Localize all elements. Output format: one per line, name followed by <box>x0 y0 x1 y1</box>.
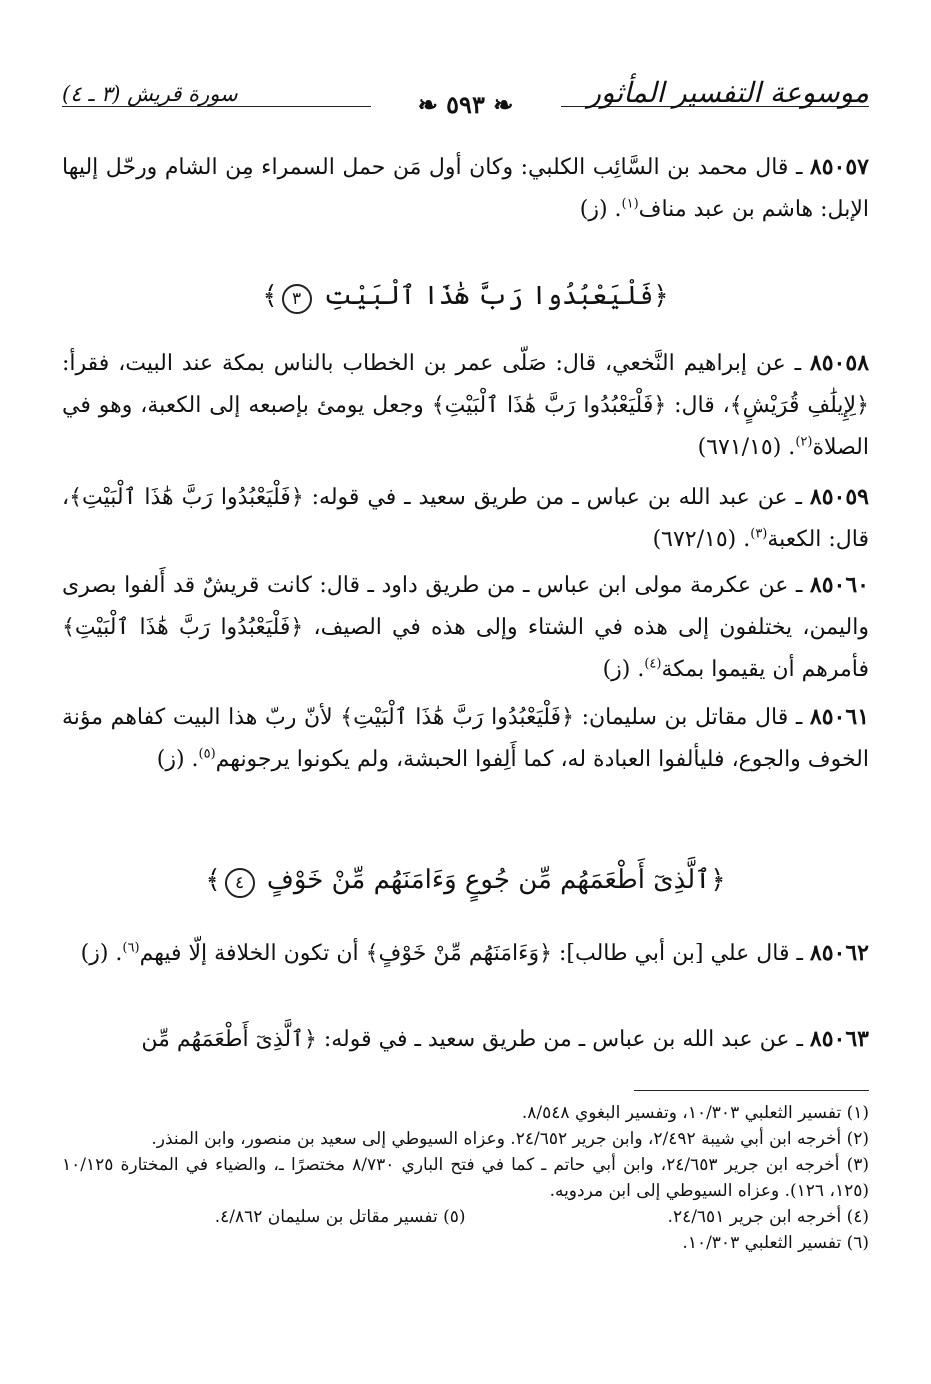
footnote-separator <box>634 1090 869 1091</box>
ayah-number-marker: ٣ <box>282 284 312 314</box>
footnote-row-4-5 <box>62 1204 869 1230</box>
footnote-marker: (٢) <box>795 434 813 450</box>
narration-number: ٨٥٠٦٢ <box>809 940 869 966</box>
narration-tail: . (ز) <box>579 197 622 222</box>
ayah-number-marker: ٤ <box>225 868 255 898</box>
narration-85058 <box>62 342 869 469</box>
narration-tail: . (٦٧٢/١٥) <box>652 527 751 552</box>
ayah-text: ﴿فَلْيَعْبُدُوا رَبَّ هَٰذَا ٱلْبَيْتِ <box>323 281 669 311</box>
page-number: ❧ ٥٩٣ ❧ <box>417 90 514 119</box>
footnote-marker: (٥) <box>198 746 216 762</box>
narration-text: ـ عن إبراهيم النَّخعي، قال: صَلّى عمر بن الخطاب بالناس بمكة عند البيت، فقرأ: ﴿لِإِيلَٰفِ قُرَيْشٍ﴾، قال: ﴿فَلْيَعْبُدُوا رَبَّ هَٰذَا ٱلْبَيْتِ﴾ وجعل يومئ بإصبعه إلى الكعبة، وهو في الصلاة <box>62 351 869 460</box>
footnote-marker: (١) <box>621 196 639 212</box>
narration-tail: . (ز) <box>80 941 123 966</box>
narration-text: ـ قال علي [بن أبي طالب]: ﴿وَءَامَنَهُم مِّنْ خَوْفٍ﴾ أن تكون الخلافة إلّا فيهم <box>139 941 803 966</box>
narration-text: ـ قال مقاتل بن سليمان: ﴿فَلْيَعْبُدُوا رَبَّ هَٰذَا ٱلْبَيْتِ﴾ لأنّ ربّ هذا البيت كفاهم مؤنة الخوف والجوع، فليألفوا العبادة له، كما أَلِفوا الحبشة، ولم يكونوا يرجونهم <box>62 705 869 772</box>
footnote-5: (٥) تفسير مقاتل بن سليمان ٤/٨٦٢. <box>214 1207 466 1227</box>
narration-number: ٨٥٠٥٩ <box>809 484 869 510</box>
narration-tail: . (ز) <box>156 747 199 772</box>
narration-85057 <box>62 146 869 231</box>
narration-85060 <box>62 564 869 691</box>
footnote-4: (٤) أخرجه ابن جرير ٢٤/٦٥١. <box>667 1207 869 1227</box>
footnote-3: (٣) أخرجه ابن جرير ٢٤/٦٥٣، وابن أبي حاتم ـ كما في فتح الباري ٨/٧٣٠ مختصرًا ـ، والضياء في المختارة ١٠/١٢٥ (١٢٥، ١٢٦). وعزاه السيوطي إلى ابن مردويه. <box>62 1155 869 1201</box>
narration-number: ٨٥٠٦١ <box>809 704 870 730</box>
narration-tail: . (ز) <box>602 657 645 682</box>
footnote-marker: (٣) <box>750 526 768 542</box>
narration-number: ٨٥٠٦٠ <box>809 572 869 598</box>
narration-85063 <box>62 1018 869 1061</box>
footnote-6: (٦) تفسير الثعلبي ١٠/٣٠٣. <box>682 1233 869 1253</box>
narration-85062 <box>62 932 869 975</box>
narration-number: ٨٥٠٥٨ <box>809 350 870 376</box>
surah-label: سورة قريش (٣ ـ ٤) <box>62 82 238 106</box>
ayah-text: ﴿ٱلَّذِىٓ أَطْعَمَهُم مِّن جُوعٍ وَءَامَنَهُم مِّنْ خَوْفٍ <box>266 865 726 895</box>
narration-85059 <box>62 476 869 561</box>
book-title: موسوعة التفسير المأثور <box>587 76 869 109</box>
narration-text: ـ عن عكرمة مولى ابن عباس ـ من طريق داود ـ قال: كانت قريشٌ قد أَلفوا بصرى واليمن، يختلفون إلى هذه في الشتاء وإلى هذه في الصيف، ﴿فَلْيَعْبُدُوا رَبَّ هَٰذَا ٱلْبَيْتِ﴾ فأمرهم أن يقيموا بمكة <box>62 573 869 682</box>
footnotes <box>62 1100 869 1256</box>
narration-text: ـ عن عبد الله بن عباس ـ من طريق سعيد ـ في قوله: ﴿فَلْيَعْبُدُوا رَبَّ هَٰذَا ٱلْبَيْتِ﴾، قال: الكعبة <box>62 485 869 552</box>
narration-text: ـ عن عبد الله بن عباس ـ من طريق سعيد ـ في قوله: ﴿ٱلَّذِىٓ أَطْعَمَهُم مِّن <box>141 1027 803 1052</box>
running-header <box>62 68 869 124</box>
ayah-3: ﴿فَلْيَعْبُدُوا رَبَّ هَٰذَا ٱلْبَيْتِ ٣﴾ <box>62 274 869 318</box>
ayah-4: ﴿ٱلَّذِىٓ أَطْعَمَهُم مِّن جُوعٍ وَءَامَنَهُم مِّنْ خَوْفٍ ٤﴾ <box>62 858 869 902</box>
narration-85061 <box>62 696 869 781</box>
narration-text: ـ قال محمد بن السَّائِب الكلبي: وكان أول مَن حمل السمراء مِن الشام ورحّل إليها الإبل: هاشم بن عبد مناف <box>62 155 869 222</box>
footnote-2: (٢) أخرجه ابن أبي شيبة ٢/٤٩٢، وابن جرير ٢٤/٦٥٢. وعزاه السيوطي إلى سعيد بن منصور، وابن المنذر. <box>151 1129 869 1149</box>
footnote-1: (١) تفسير الثعلبي ١٠/٣٠٣، وتفسير البغوي ٨/٥٤٨. <box>521 1103 869 1123</box>
footnote-marker: (٦) <box>122 940 140 956</box>
footnote-marker: (٤) <box>644 656 662 672</box>
narration-tail: . (٦٧١/١٥) <box>697 435 796 460</box>
narration-number: ٨٥٠٥٧ <box>809 154 869 180</box>
narration-number: ٨٥٠٦٣ <box>809 1026 869 1052</box>
